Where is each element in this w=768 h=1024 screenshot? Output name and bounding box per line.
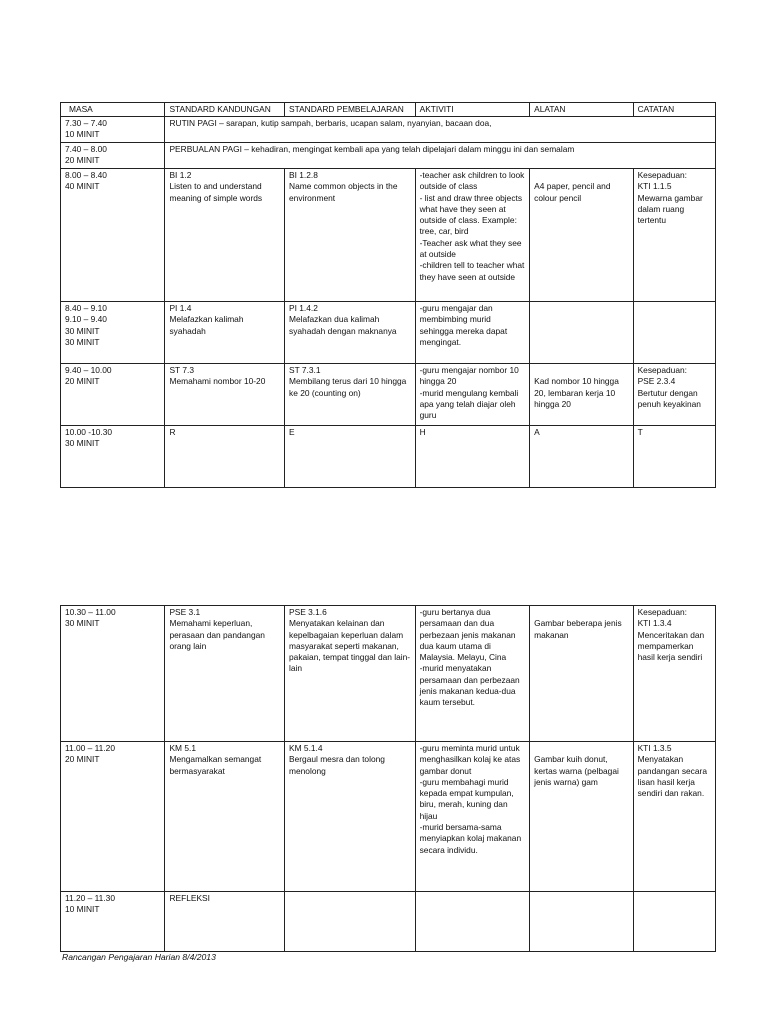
catatan-cell: Kesepaduan: KTI 1.1.5 Mewarna gambar dalam ruang tertentu <box>633 169 715 302</box>
masa-cell: 11.00 – 11.20 20 MINIT <box>61 742 165 892</box>
aktiviti-cell: -guru meminta murid untuk menghasilkan kolaj ke atas gambar donut -guru membahagi murid kepada empat kumpulan, biru, merah, kuning dan hijau -murid bersama-sama menyiapkan kolaj makanan secara individu. <box>415 742 530 892</box>
header-alatan: ALATAN <box>530 103 633 117</box>
header-standard-kandungan: STANDARD KANDUNGAN <box>165 103 285 117</box>
standard-kandungan-cell: ST 7.3 Memahami nombor 10-20 <box>165 364 285 426</box>
catatan-cell: T <box>633 426 715 488</box>
alatan-cell: Kad nombor 10 hingga 20, lembaran kerja 10 hingga 20 <box>530 364 633 426</box>
standard-pembelajaran-cell: PI 1.4.2 Melafazkan dua kalimah syahadah dengan maknanya <box>285 302 416 364</box>
standard-kandungan-cell: KM 5.1 Mengamalkan semangat bermasyarakat <box>165 742 285 892</box>
aktiviti-cell: -guru mengajar nombor 10 hingga 20 -murid mengulang kembali apa yang telah diajar oleh guru <box>415 364 530 426</box>
masa-cell: 8.40 – 9.10 9.10 – 9.40 30 MINIT 30 MINIT <box>61 302 165 364</box>
standard-kandungan-cell: REFLEKSI <box>165 892 285 952</box>
perbualan-text: PERBUALAN PAGI – kehadiran, mengingat kembali apa yang telah dipelajari dalam minggu ini dan semalam <box>165 143 716 169</box>
table-row <box>61 302 716 364</box>
alatan-cell: A <box>530 426 633 488</box>
aktiviti-cell: H <box>415 426 530 488</box>
catatan-cell: KTI 1.3.5 Menyatakan pandangan secara lisan hasil kerja sendiri dan rakan. <box>633 742 715 892</box>
standard-pembelajaran-cell <box>285 892 416 952</box>
masa-cell: 9.40 – 10.00 20 MINIT <box>61 364 165 426</box>
rutin-masa: 7.30 – 7.40 10 MINIT <box>61 117 165 143</box>
table-row <box>61 892 716 952</box>
header-catatan: CATATAN <box>633 103 715 117</box>
masa-cell: 10.00 -10.30 30 MINIT <box>61 426 165 488</box>
alatan-cell <box>530 302 633 364</box>
table-row <box>61 169 716 302</box>
footer-caption: Rancangan Pengajaran Harian 8/4/2013 <box>62 952 216 962</box>
masa-cell: 10.30 – 11.00 30 MINIT <box>61 606 165 742</box>
masa-cell: 8.00 – 8.40 40 MINIT <box>61 169 165 302</box>
masa-cell: 11.20 – 11.30 10 MINIT <box>61 892 165 952</box>
header-aktiviti: AKTIVITI <box>415 103 530 117</box>
table-row <box>61 606 716 742</box>
perbualan-masa: 7.40 – 8.00 20 MINIT <box>61 143 165 169</box>
rutin-text: RUTIN PAGI – sarapan, kutip sampah, berbaris, ucapan salam, nyanyian, bacaan doa, <box>165 117 716 143</box>
lesson-plan-table-2 <box>60 605 716 952</box>
rutin-row <box>61 117 716 143</box>
header-row <box>61 103 716 117</box>
standard-pembelajaran-cell: KM 5.1.4 Bergaul mesra dan tolong menolong <box>285 742 416 892</box>
alatan-cell: A4 paper, pencil and colour pencil <box>530 169 633 302</box>
standard-pembelajaran-cell: BI 1.2.8 Name common objects in the environment <box>285 169 416 302</box>
standard-kandungan-cell: PSE 3.1 Memahami keperluan, perasaan dan pandangan orang lain <box>165 606 285 742</box>
alatan-cell: Gambar kuih donut, kertas warna (pelbagai jenis warna) gam <box>530 742 633 892</box>
standard-kandungan-cell: PI 1.4 Melafazkan kalimah syahadah <box>165 302 285 364</box>
perbualan-row <box>61 143 716 169</box>
standard-pembelajaran-cell: PSE 3.1.6 Menyatakan kelainan dan kepelbagaian keperluan dalam masyarakat seperti makanan, pakaian, tempat tinggal dan lain-lain <box>285 606 416 742</box>
alatan-cell: Gambar beberapa jenis makanan <box>530 606 633 742</box>
standard-pembelajaran-cell: E <box>285 426 416 488</box>
aktiviti-cell: -guru mengajar dan membimbing murid sehingga mereka dapat mengingat. <box>415 302 530 364</box>
header-standard-pembelajaran: STANDARD PEMBELAJARAN <box>285 103 416 117</box>
standard-pembelajaran-cell: ST 7.3.1 Membilang terus dari 10 hingga ke 20 (counting on) <box>285 364 416 426</box>
table-row <box>61 742 716 892</box>
catatan-cell <box>633 302 715 364</box>
header-masa: MASA <box>61 103 165 117</box>
table-row <box>61 426 716 488</box>
table-row <box>61 364 716 426</box>
standard-kandungan-cell: BI 1.2 Listen to and understand meaning of simple words <box>165 169 285 302</box>
standard-kandungan-cell: R <box>165 426 285 488</box>
catatan-cell <box>633 892 715 952</box>
aktiviti-cell <box>415 892 530 952</box>
catatan-cell: Kesepaduan: KTI 1.3.4 Menceritakan dan mempamerkan hasil kerja sendiri <box>633 606 715 742</box>
alatan-cell <box>530 892 633 952</box>
aktiviti-cell: -teacher ask children to look outside of class - list and draw three objects what have they seen at outside of class. Example: tree, car, bird -Teacher ask what they see at outside -children tell to teacher what they have seen at outside <box>415 169 530 302</box>
catatan-cell: Kesepaduan: PSE 2.3.4 Bertutur dengan penuh keyakinan <box>633 364 715 426</box>
aktiviti-cell: -guru bertanya dua persamaan dan dua perbezaan jenis makanan dua kaum utama di Malaysia. Melayu, Cina -murid menyatakan persamaan dan perbezaan jenis makanan kedua-dua kaum tersebut. <box>415 606 530 742</box>
lesson-plan-table-1 <box>60 102 716 488</box>
